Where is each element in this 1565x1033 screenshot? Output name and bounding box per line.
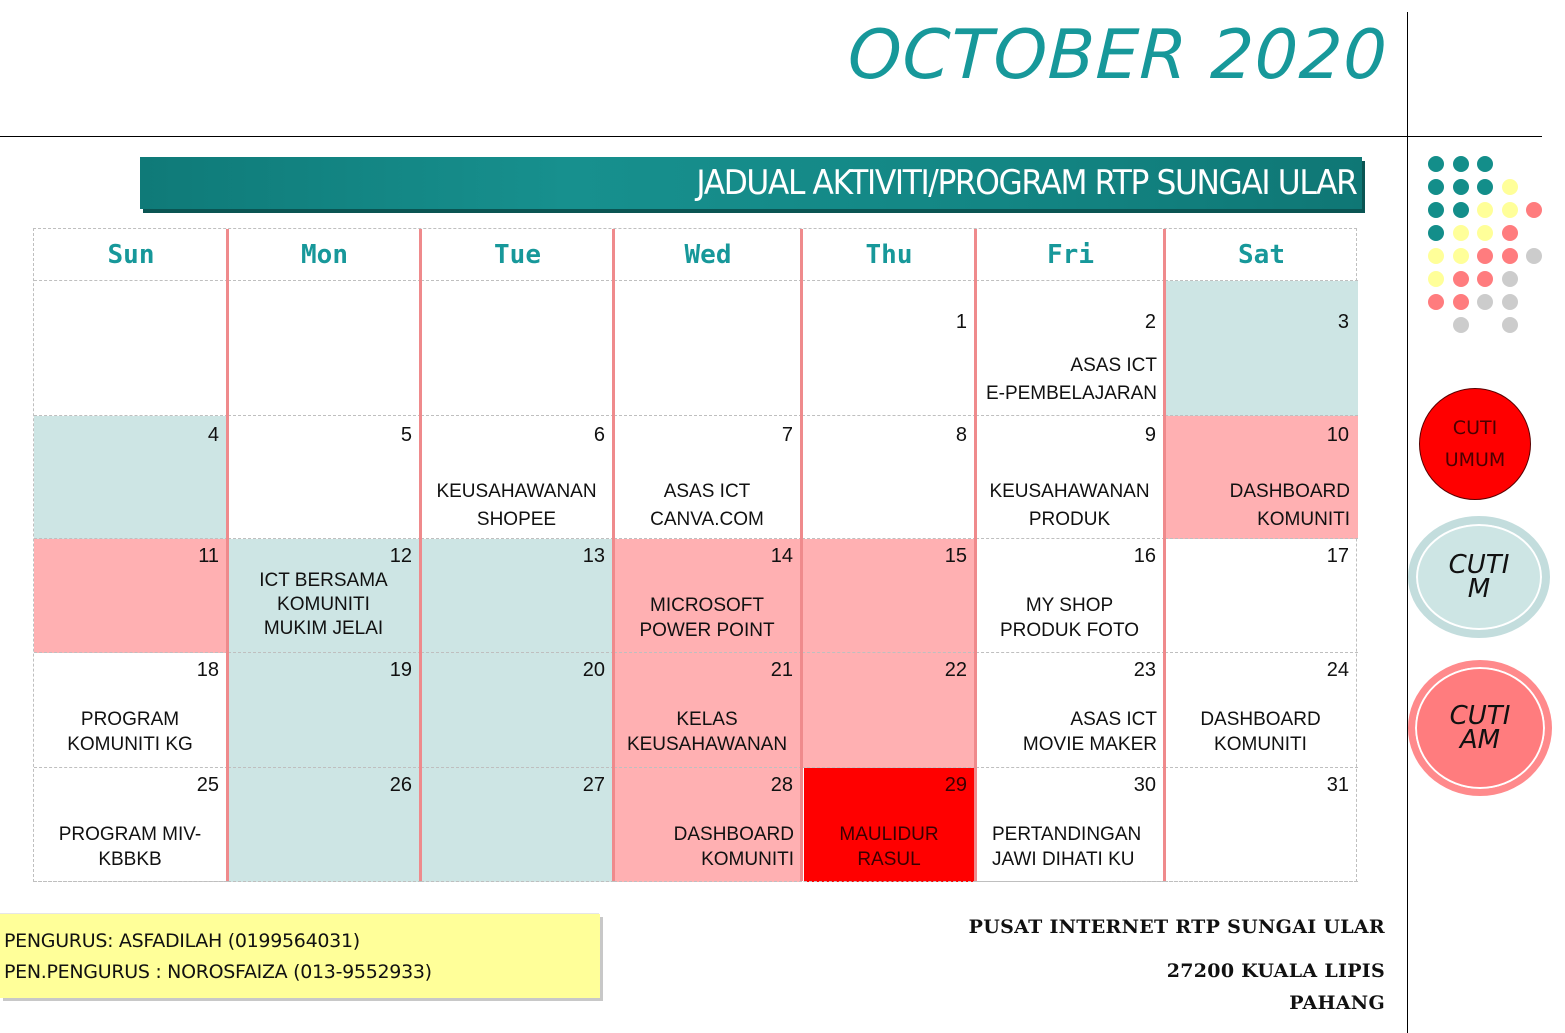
day-number: 8 — [955, 424, 967, 446]
day-number: 19 — [389, 659, 412, 681]
event-line: KOMUNITI — [277, 594, 370, 615]
dot-icon — [1453, 202, 1469, 218]
day-cell-8[interactable] — [802, 416, 976, 539]
day-cell-23[interactable] — [976, 653, 1165, 768]
day-number: 30 — [1133, 774, 1156, 796]
dot-icon — [1477, 156, 1493, 172]
legend-label: CUTI — [1449, 701, 1511, 731]
event-line: MAULIDUR — [839, 824, 939, 845]
day-cell-31[interactable] — [1165, 768, 1358, 882]
day-cell-18[interactable] — [34, 653, 228, 768]
event-line: JAWI DIHATI KU — [992, 849, 1135, 870]
weekday-sun: Sun — [34, 229, 228, 281]
horizontal-rule — [0, 136, 1542, 137]
weekday-wed: Wed — [614, 229, 802, 281]
day-number: 25 — [196, 774, 219, 796]
day-cell-22[interactable] — [802, 653, 976, 768]
decorative-dot-pattern — [1420, 150, 1550, 340]
day-cell-29[interactable] — [804, 768, 976, 882]
weekday-fri: Fri — [976, 229, 1165, 281]
event-line: DASHBOARD — [1200, 709, 1321, 730]
day-number: 22 — [944, 659, 967, 681]
legend-cuti-m — [1408, 516, 1550, 638]
dot-icon — [1428, 202, 1444, 218]
day-number: 15 — [944, 545, 967, 567]
day-number: 4 — [207, 424, 219, 446]
dot-icon — [1502, 271, 1518, 287]
day-cell-empty — [228, 281, 421, 416]
weekday-tue: Tue — [421, 229, 614, 281]
column-divider — [419, 229, 422, 881]
day-number: 2 — [1144, 311, 1156, 333]
event-line: PROGRAM — [80, 709, 180, 730]
contact-box — [0, 914, 600, 998]
event-line: MUKIM JELAI — [263, 618, 384, 639]
day-cell-9[interactable] — [976, 416, 1165, 539]
legend-label: CUTI — [1452, 417, 1498, 439]
event-line: KOMUNITI — [701, 849, 794, 870]
event-line: KOMUNITI KG — [67, 734, 193, 755]
day-cell-12[interactable] — [228, 539, 421, 653]
day-number: 1 — [955, 311, 967, 333]
dot-icon — [1453, 271, 1469, 287]
weekday-thu: Thu — [802, 229, 976, 281]
day-cell-28[interactable] — [614, 768, 802, 882]
event-line: SHOPEE — [476, 509, 557, 530]
address-line-2: 27200 KUALA LIPIS — [1166, 960, 1385, 982]
pengurus-text: PENGURUS: ASFADILAH (0199564031) — [4, 930, 360, 952]
day-cell-5[interactable] — [228, 416, 421, 539]
event-line: ASAS ICT — [1070, 355, 1157, 376]
day-number: 9 — [1144, 424, 1156, 446]
event-line: KBBKB — [98, 849, 162, 870]
column-divider — [226, 229, 229, 881]
day-cell-19[interactable] — [228, 653, 421, 768]
event-line: PERTANDINGAN — [992, 824, 1142, 845]
legend-label: UMUM — [1444, 449, 1506, 471]
legend-cuti-umum — [1419, 388, 1531, 500]
column-divider — [1163, 229, 1166, 881]
day-number: 14 — [770, 545, 793, 567]
day-cell-7[interactable] — [614, 416, 802, 539]
column-divider — [800, 229, 803, 881]
dot-icon — [1502, 294, 1518, 310]
banner-title: JADUAL AKTIVITI/PROGRAM RTP SUNGAI ULAR — [695, 163, 1356, 203]
day-number: 23 — [1133, 659, 1156, 681]
day-cell-25[interactable] — [34, 768, 228, 882]
pen-pengurus-text: PEN.PENGURUS : NOROSFAIZA (013-9552933) — [4, 961, 432, 983]
day-number: 26 — [389, 774, 412, 796]
day-number: 24 — [1326, 659, 1349, 681]
day-number: 3 — [1337, 311, 1349, 333]
day-cell-10[interactable] — [1165, 416, 1358, 539]
event-line: ASAS ICT — [663, 481, 751, 502]
event-line: KELAS — [676, 709, 738, 730]
dot-icon — [1428, 156, 1444, 172]
day-number: 12 — [389, 545, 412, 567]
day-cell-13[interactable] — [421, 539, 614, 653]
event-line: KEUSAHAWANAN — [436, 481, 597, 502]
legend-cuti-am — [1408, 660, 1552, 796]
dot-icon — [1453, 248, 1469, 264]
dot-icon — [1502, 202, 1518, 218]
dot-icon — [1453, 156, 1469, 172]
dot-icon — [1502, 179, 1518, 195]
day-cell-empty — [614, 281, 802, 416]
vertical-rule — [1407, 12, 1408, 1033]
dot-icon — [1526, 202, 1542, 218]
calendar-grid — [33, 228, 1357, 882]
dot-icon — [1453, 317, 1469, 333]
dot-icon — [1453, 179, 1469, 195]
day-number: 7 — [781, 424, 793, 446]
event-line: DASHBOARD — [1229, 481, 1350, 502]
day-cell-24[interactable] — [1165, 653, 1358, 768]
dot-icon — [1477, 179, 1493, 195]
legend-label: AM — [1459, 725, 1501, 755]
title-banner — [140, 157, 1362, 209]
dot-icon — [1477, 248, 1493, 264]
event-line: PROGRAM MIV- — [58, 824, 202, 845]
day-number: 27 — [582, 774, 605, 796]
day-number: 17 — [1326, 545, 1349, 567]
dot-icon — [1477, 271, 1493, 287]
day-cell-16[interactable] — [976, 539, 1165, 653]
day-cell-6[interactable] — [421, 416, 614, 539]
dot-icon — [1428, 271, 1444, 287]
address-line-1: PUSAT INTERNET RTP SUNGAI ULAR — [968, 916, 1385, 938]
event-line: POWER POINT — [639, 620, 775, 641]
event-line: PRODUK — [1028, 509, 1111, 530]
dot-icon — [1477, 202, 1493, 218]
event-line: CANVA.COM — [650, 509, 764, 530]
event-line: ASAS ICT — [1070, 709, 1157, 730]
day-number: 31 — [1326, 774, 1349, 796]
event-line: MOVIE MAKER — [1022, 734, 1157, 755]
legend-label: CUTI — [1448, 550, 1510, 580]
dot-icon — [1428, 248, 1444, 264]
day-cell-11[interactable] — [34, 539, 228, 653]
day-cell-14[interactable] — [614, 539, 802, 653]
dot-icon — [1453, 225, 1469, 241]
day-cell-empty — [34, 281, 228, 416]
dot-icon — [1428, 179, 1444, 195]
day-cell-1[interactable] — [802, 281, 976, 416]
day-cell-2[interactable] — [976, 281, 1165, 416]
day-cell-20[interactable] — [421, 653, 614, 768]
day-number: 21 — [770, 659, 793, 681]
day-cell-17[interactable] — [1165, 539, 1358, 653]
dot-icon — [1477, 294, 1493, 310]
legend-label: M — [1467, 574, 1491, 604]
event-line: KOMUNITI — [1257, 509, 1350, 530]
column-divider — [974, 229, 977, 881]
day-cell-26[interactable] — [228, 768, 421, 882]
dot-icon — [1502, 248, 1518, 264]
dot-icon — [1428, 225, 1444, 241]
event-line: MICROSOFT — [650, 595, 764, 616]
dot-icon — [1526, 248, 1542, 264]
month-title: OCTOBER 2020 — [846, 16, 1390, 95]
event-line: RASUL — [857, 849, 921, 870]
column-divider — [612, 229, 615, 881]
weekday-mon: Mon — [228, 229, 421, 281]
day-number: 11 — [198, 545, 219, 567]
day-number: 20 — [582, 659, 605, 681]
day-number: 13 — [582, 545, 605, 567]
event-line: DASHBOARD — [673, 824, 794, 845]
day-cell-27[interactable] — [421, 768, 614, 882]
day-number: 16 — [1133, 545, 1156, 567]
dot-icon — [1502, 317, 1518, 333]
event-line: MY SHOP — [1025, 595, 1114, 616]
day-cell-15[interactable] — [802, 539, 976, 653]
event-line: ICT BERSAMA — [259, 570, 388, 591]
dot-icon — [1453, 294, 1469, 310]
day-cell-21[interactable] — [614, 653, 802, 768]
day-number: 6 — [593, 424, 605, 446]
weekday-sat: Sat — [1165, 229, 1358, 281]
dot-icon — [1477, 225, 1493, 241]
event-line: KEUSAHAWANAN — [989, 481, 1150, 502]
day-number: 10 — [1326, 424, 1349, 446]
day-number: 18 — [196, 659, 219, 681]
dot-icon — [1502, 225, 1518, 241]
day-cell-empty — [421, 281, 614, 416]
day-cell-3[interactable] — [1165, 281, 1358, 416]
dot-icon — [1428, 294, 1444, 310]
event-line: KEUSAHAWANAN — [626, 734, 788, 755]
event-line: PRODUK FOTO — [1000, 620, 1139, 641]
day-number: 5 — [400, 424, 412, 446]
day-cell-30[interactable] — [976, 768, 1165, 882]
day-cell-4[interactable] — [34, 416, 228, 539]
address-line-3: PAHANG — [1289, 992, 1385, 1014]
day-number: 29 — [944, 774, 967, 796]
day-number: 28 — [770, 774, 793, 796]
event-line: E-PEMBELAJARAN — [985, 383, 1157, 404]
event-line: KOMUNITI — [1214, 734, 1307, 755]
